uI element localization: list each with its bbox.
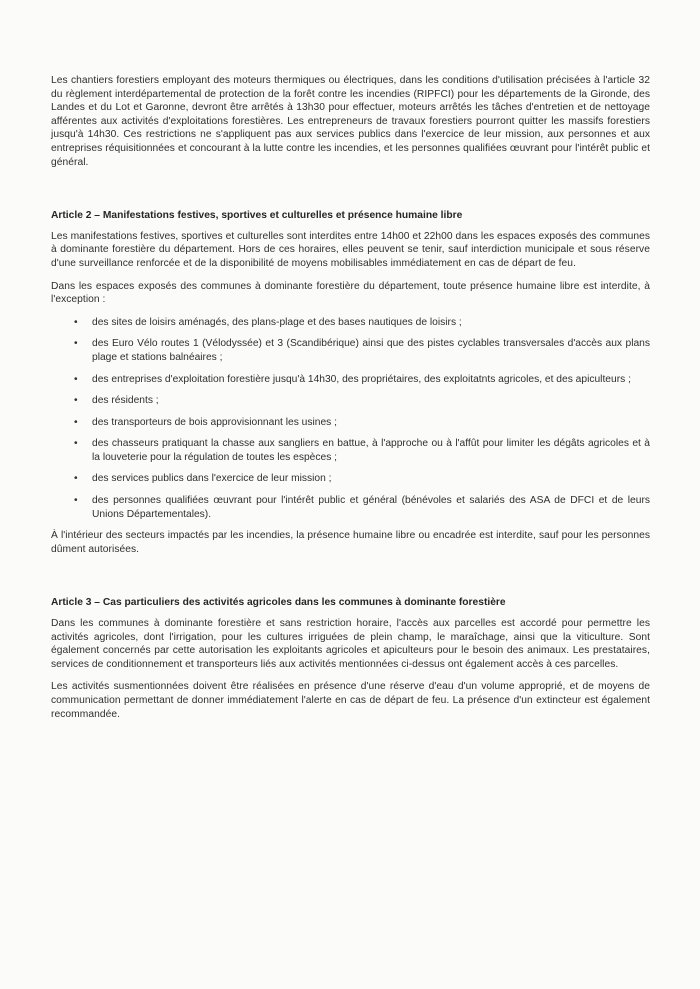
list-item bbox=[51, 337, 650, 364]
list-item-text: des résidents ; bbox=[92, 395, 159, 407]
list-item bbox=[51, 373, 650, 387]
list-item-text: des transporteurs de bois approvisionnant les usines ; bbox=[92, 416, 338, 428]
list-item-text: des personnes qualifiées œuvrant pour l'intérêt public et général (bénévoles et salariés des ASA de DFCI et de leurs Unions Départementales). bbox=[92, 495, 650, 520]
bullet-icon: • bbox=[74, 338, 78, 350]
list-item-text: des chasseurs pratiquant la chasse aux sangliers en battue, à l'approche ou à l'affût pour limiter les dégâts agricoles et à la louveterie pour la régulation de toutes les espèces ; bbox=[92, 438, 650, 463]
article-2-paragraph-2: Dans les espaces exposés des communes à dominante forestière du département, toute présence humaine libre est interdite, à l'exception : bbox=[51, 280, 650, 306]
bullet-icon: • bbox=[74, 316, 78, 328]
bullet-icon: • bbox=[74, 373, 78, 385]
list-item bbox=[51, 494, 650, 521]
list-item bbox=[51, 437, 650, 464]
article-3-heading: Article 3 – Cas particuliers des activités agricoles dans les communes à dominante forestière bbox=[51, 597, 506, 609]
article-3-paragraph-1: Dans les communes à dominante forestière et sans restriction horaire, l'accès aux parcelles est accordé pour permettre les activités agricoles, dont l'irrigation, pour les cultures irriguées de plein champ, le maraîchage, ainsi que la viticulture. Sont également concernés par cette autorisation les exploitants agricoles et apiculteurs pour le besoin des animaux. Les prestataires, services de conditionnement et transporteurs liés aux activités mentionnées ci-dessus ont également accès à ces parcelles. bbox=[51, 618, 650, 670]
bullet-icon: • bbox=[74, 395, 78, 407]
article-3-paragraph-2: Les activités susmentionnées doivent être réalisées en présence d'une réserve d'eau d'un volume approprié, et de moyens de communication permettant de donner immédiatement l'alerte en cas de départ de feu. La présence d'un extincteur est également recommandée. bbox=[51, 681, 650, 720]
section-spacer bbox=[51, 565, 650, 596]
intro-paragraph: Les chantiers forestiers employant des moteurs thermiques ou électriques, dans les conditions d'utilisation précisées à l'article 32 du règlement interdépartemental de protection de la forêt contre les incendies (RIPFCI) pour les départements de la Gironde, des Landes et du Lot et Garonne, devront être arrêtés à 13h30 pour effectuer, moteurs arrêtés les tâches d'entretien et de nettoyage afférentes aux activités d'exploitations forestières. Les entrepreneurs de travaux forestiers pourront quitter les massifs forestiers jusqu'à 14h30. Ces restrictions ne s'appliquent pas aux services publics dans l'exercice de leur mission, aux personnes et aux entreprises réquisitionnées et concourant à la lutte contre les incendies, et les personnes qualifiées œuvrant pour l'intérêt public et général. bbox=[51, 75, 650, 168]
list-item-text: des sites de loisirs aménagés, des plans-plage et des bases nautiques de loisirs ; bbox=[92, 316, 462, 328]
exceptions-list bbox=[51, 316, 650, 522]
list-item-text: des services publics dans l'exercice de leur mission ; bbox=[92, 473, 332, 485]
article-2-paragraph-1: Les manifestations festives, sportives et culturelles sont interdites entre 14h00 et 22h00 dans les espaces exposés des communes à dominante forestière du département. Hors de ces horaires, elles peuvent se tenir, sauf interdiction municipale et sous réserve d'une surveillance renforcée et de la disponibilité de moyens mobilisables immédiatement en cas de départ de feu. bbox=[51, 230, 650, 269]
list-item bbox=[51, 316, 650, 330]
section-spacer bbox=[51, 178, 650, 209]
list-item bbox=[51, 394, 650, 408]
article-2-heading: Article 2 – Manifestations festives, sportives et culturelles et présence humaine libre bbox=[51, 210, 463, 222]
bullet-icon: • bbox=[74, 495, 78, 507]
bullet-icon: • bbox=[74, 416, 78, 428]
list-item-text: des entreprises d'exploitation forestière jusqu'à 14h30, des propriétaires, des exploitatnts agricoles, et des apiculteurs ; bbox=[92, 373, 631, 385]
bullet-icon: • bbox=[74, 438, 78, 450]
list-item-text: des Euro Vélo routes 1 (Vélodyssée) et 3 (Scandibérique) ainsi que des pistes cyclables transversales d'accès aux plans plage et stations balnéaires ; bbox=[92, 338, 650, 363]
list-item bbox=[51, 416, 650, 430]
bullet-icon: • bbox=[74, 473, 78, 485]
article-2-paragraph-3: À l'intérieur des secteurs impactés par les incendies, la présence humaine libre ou encadrée est interdite, sauf pour les personnes dûment autorisées. bbox=[51, 530, 650, 555]
list-item bbox=[51, 472, 650, 486]
